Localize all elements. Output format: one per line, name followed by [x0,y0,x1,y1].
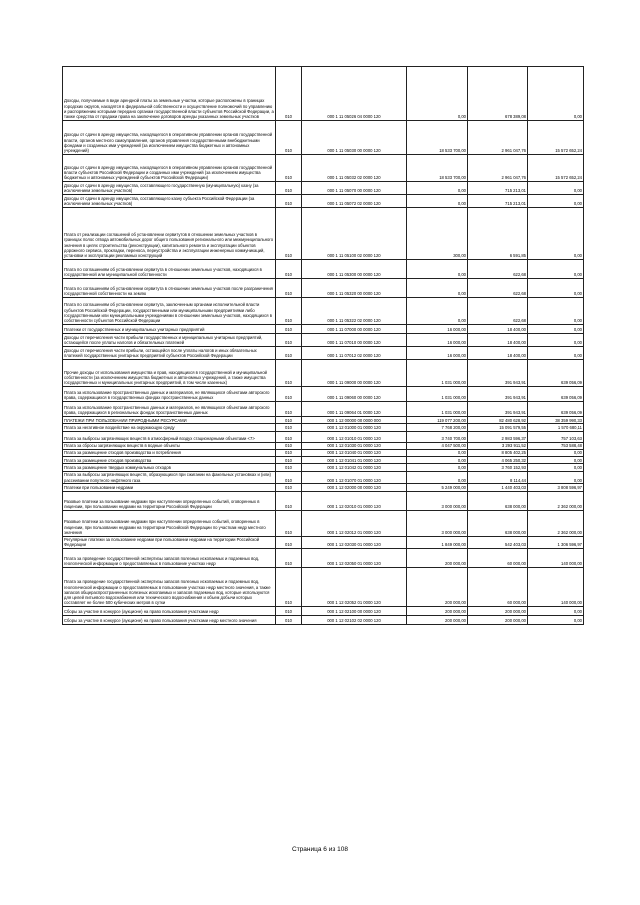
row-code: 010 [276,424,302,431]
row-name: Плата по соглашениям об установлении сервитута в отношении земельных участков, находящихся в государственной или муниципальной собственности [63,260,276,279]
row-code: 010 [276,298,302,325]
row-name: Доходы от перечисления части прибыли, остающейся после уплаты налогов и иных обязательных платежей государственных унитарных предприятий субъектов Российской Федерации [63,347,276,360]
row-exec: 2 983 596,37 [468,431,528,442]
row-code: 010 [276,568,302,607]
row-plan: 16 000,00 [407,325,468,334]
row-rest: 0,00 [528,449,584,456]
table-row [63,431,584,442]
row-rest: 0,00 [528,616,584,625]
row-exec: 391 943,91 [468,402,528,417]
row-name: Платежи при пользовании недрами [63,484,276,491]
row-kbk: 000 1 11 05072 02 0000 120 [302,195,407,208]
row-code: 010 [276,387,302,402]
row-plan: 5 249 000,00 [407,484,468,491]
row-plan: 7 768 200,00 [407,424,468,431]
row-exec: 4 065 250,32 [468,457,528,464]
row-exec: 391 943,91 [468,387,528,402]
row-name: Сборы за участие в конкурсе (аукционе) на право пользования участками недр [63,607,276,616]
row-name: Доходы от перечисления части прибыли государственных и муниципальных унитарных предприятий, остающейся после уплаты налогов и обязательных платежей [63,334,276,347]
row-plan: 18 533 700,00 [407,155,468,182]
row-kbk: 000 1 12 00000 00 0000 000 [302,417,407,424]
row-plan: 0,00 [407,449,468,456]
table-row [63,182,584,195]
table-row [63,208,584,260]
table-row [63,334,584,347]
row-rest: 0,00 [528,279,584,298]
row-plan: 3 000 000,00 [407,510,468,536]
table-row [63,360,584,387]
row-rest: 1 570 680,11 [528,424,584,431]
row-code: 010 [276,491,302,510]
row-name: Разовые платежи за пользование недрами при наступлении определенных событий, оговоренных в лицензии, при пользовании недрами на территории Российской Федерации [63,491,276,510]
row-rest: 1 306 596,97 [528,536,584,549]
table-row [63,457,584,464]
row-rest: 0,00 [528,325,584,334]
row-code: 010 [276,616,302,625]
row-name: Сборы за участие в конкурсе (аукционе) на право пользования участками недр местного значения [63,616,276,625]
row-name: Доходы от сдачи в аренду имущества, находящегося в оперативном управлении органов государственной власти субъектов Российской Федерации и созданных ими учреждений (за исключением имущества бюджетных и автономных учреждений субъектов Российской Федерации) [63,155,276,182]
row-kbk: 000 1 11 07010 00 0000 120 [302,334,407,347]
row-rest: 0,00 [528,471,584,484]
table-row [63,260,584,279]
row-exec: 200 000,00 [468,607,528,616]
row-plan: 200 000,00 [407,607,468,616]
row-rest: 2 362 000,00 [528,491,584,510]
table-row [63,121,584,155]
table-row [63,568,584,607]
row-exec: 1 440 403,03 [468,484,528,491]
table-row [63,67,584,121]
row-kbk: 000 1 12 02012 01 0000 120 [302,510,407,536]
row-plan: 4 047 500,00 [407,442,468,449]
row-rest: 2 362 000,00 [528,510,584,536]
row-rest: 0,00 [528,457,584,464]
row-rest: 757 103,63 [528,431,584,442]
row-code: 010 [276,260,302,279]
row-exec: 2 961 047,76 [468,155,528,182]
row-kbk: 000 1 12 01040 01 0000 120 [302,449,407,456]
row-exec: 82 480 628,92 [468,417,528,424]
row-kbk: 000 1 12 01030 01 0000 120 [302,442,407,449]
table-row [63,491,584,510]
row-name: Плата за сбросы загрязняющих веществ в водные объекты [63,442,276,449]
row-exec: 2 961 047,76 [468,121,528,155]
revenue-table-body [63,67,584,625]
row-plan: 200 000,00 [407,616,468,625]
row-kbk: 000 1 12 02052 01 0000 120 [302,568,407,607]
table-row [63,195,584,208]
row-name: Плата за использование пространственных данных и материалов, не являющихся объектами авторского права, содержащихся в региональных фондах пространственных данных [63,402,276,417]
row-kbk: 000 1 12 01042 01 0000 120 [302,464,407,471]
row-code: 010 [276,208,302,260]
row-name: Регулярные платежи за пользование недрами при пользовании недрами на территории Российской Федерации [63,536,276,549]
row-rest: 0,00 [528,607,584,616]
row-rest: 0,00 [528,260,584,279]
row-plan: 300,00 [407,208,468,260]
row-name: Плата за размещение твердых коммунальных отходов [63,464,276,471]
row-rest: 0,00 [528,182,584,195]
row-code: 010 [276,155,302,182]
table-row [63,607,584,616]
row-exec: 542 403,03 [468,536,528,549]
row-exec: 638 000,00 [468,510,528,536]
row-name: Прочие доходы от использования имущества и прав, находящихся в государственной и муниципальной собственности (за исключением имущества бюджетных и автономных учреждений, а также имущества государственных и муниципальных унитарных предприятий, в том числе казенных) [63,360,276,387]
table-row [63,510,584,536]
row-name: Платежи от государственных и муниципальных унитарных предприятий [63,325,276,334]
table-row [63,325,584,334]
row-name: Плата за выбросы загрязняющих веществ в атмосферный воздух стационарными объектами <7> [63,431,276,442]
row-plan: 3 000 000,00 [407,491,468,510]
table-row [63,387,584,402]
table-row [63,616,584,625]
row-rest: 0,00 [528,464,584,471]
row-rest: 140 000,00 [528,549,584,568]
row-name: Плата за проведение государственной экспертизы запасов полезных ископаемых и подземных вод, геологической информации о предоставляемых в пользование участках недр [63,549,276,568]
row-kbk: 000 1 12 02000 00 0000 120 [302,484,407,491]
row-plan: 0,00 [407,195,468,208]
row-kbk: 000 1 12 02050 01 0000 120 [302,549,407,568]
row-name: Плата за размещение отходов производства и потребления [63,449,276,456]
row-exec: 8 114,44 [468,471,528,484]
row-name: Доходы от сдачи в аренду имущества, составляющего казну субъекта Российской Федерации (за исключением земельных участков) [63,195,276,208]
row-rest: 0,00 [528,195,584,208]
row-code: 010 [276,431,302,442]
row-exec: 200 000,00 [468,616,528,625]
row-code: 010 [276,279,302,298]
row-plan: 1 031 000,00 [407,402,468,417]
row-name: Плата за размещение отходов производства [63,457,276,464]
row-plan: 200 000,00 [407,568,468,607]
row-kbk: 000 1 11 07012 02 0000 120 [302,347,407,360]
row-kbk: 000 1 11 05100 02 0000 120 [302,208,407,260]
row-plan: 1 031 000,00 [407,360,468,387]
row-plan: 0,00 [407,260,468,279]
row-code: 010 [276,325,302,334]
row-code: 010 [276,449,302,456]
row-name: Доходы от сдачи в аренду имущества, находящегося в оперативном управлении органов государственной власти, органов местного самоуправления, органов управления государственными внебюджетными фондами и созданных ими учреждений (за исключением имущества бюджетных и автономных учреждений) [63,121,276,155]
row-rest: 639 056,09 [528,360,584,387]
row-exec: 622,68 [468,279,528,298]
row-name: Плата за выбросы загрязняющих веществ, образующихся при сжигании на факельных установках и (или) рассеивании попутного нефтяного газа [63,471,276,484]
row-name: Плата по соглашениям об установлении сервитута в отношении земельных участков после разграничения государственной собственности на землю [63,279,276,298]
row-kbk: 000 1 11 09060 00 0000 120 [302,387,407,402]
row-code: 010 [276,607,302,616]
row-exec: 6 591,85 [468,208,528,260]
row-rest: 753 588,48 [528,442,584,449]
table-row [63,449,584,456]
row-kbk: 000 1 11 05070 00 0000 120 [302,182,407,195]
table-row [63,347,584,360]
row-name: Плата за негативное воздействие на окружающую среду [63,424,276,431]
row-rest: 0,00 [528,334,584,347]
row-name: ПЛАТЕЖИ ПРИ ПОЛЬЗОВАНИИ ПРИРОДНЫМИ РЕСУРСАМИ [63,417,276,424]
row-kbk: 000 1 11 09064 01 0000 120 [302,402,407,417]
row-rest: 0,00 [528,67,584,121]
row-code: 010 [276,510,302,536]
row-plan: 1 031 000,00 [407,387,468,402]
row-rest: 15 572 652,24 [528,155,584,182]
row-code: 010 [276,334,302,347]
row-kbk: 000 1 12 01070 01 0000 120 [302,471,407,484]
page-footer: Страница 6 из 108 [292,846,348,853]
table-row [63,471,584,484]
table-row [63,155,584,182]
table-row [63,298,584,325]
row-kbk: 000 1 11 05030 00 0000 120 [302,121,407,155]
row-kbk: 000 1 11 09000 00 0000 120 [302,360,407,387]
row-kbk: 000 1 12 02030 01 0000 120 [302,536,407,549]
row-plan: 0,00 [407,182,468,195]
table-row [63,417,584,424]
row-code: 010 [276,471,302,484]
row-name: Разовые платежи за пользование недрами при наступлении определенных событий, оговоренных в лицензии, при пользовании недрами на территории Российской Федерации по участкам недр местного значения [63,510,276,536]
row-exec: 678 389,08 [468,67,528,121]
row-kbk: 000 1 12 02010 01 0000 120 [302,491,407,510]
table-row [63,424,584,431]
row-plan: 16 000,00 [407,347,468,360]
table-row [63,442,584,449]
row-kbk: 000 1 11 05026 04 0000 120 [302,67,407,121]
row-rest: 0,00 [528,298,584,325]
row-rest: 0,00 [528,208,584,260]
row-plan: 200 000,00 [407,549,468,568]
row-rest: 639 056,09 [528,387,584,402]
row-name: Плата по соглашениям об установлении сервитута, заключенным органами исполнительной власти субъектов Российской Федерации, государственными или муниципальными предприятиями либо государственными или муниципальными учреждениями в отношении земельных участков, находящихся в собственности субъектов Российской Федерации [63,298,276,325]
row-code: 010 [276,442,302,449]
table-row [63,464,584,471]
row-code: 010 [276,464,302,471]
row-exec: 18 400,00 [468,325,528,334]
row-exec: 638 000,00 [468,491,528,510]
row-code: 010 [276,549,302,568]
row-plan: 0,00 [407,457,468,464]
row-rest: 0,00 [528,347,584,360]
row-kbk: 000 1 12 02100 00 0000 120 [302,607,407,616]
row-code: 010 [276,347,302,360]
row-kbk: 000 1 12 02102 02 0000 120 [302,616,407,625]
row-exec: 15 091 579,55 [468,424,528,431]
row-exec: 715 213,01 [468,182,528,195]
row-kbk: 000 1 11 05032 02 0000 120 [302,155,407,182]
row-code: 010 [276,121,302,155]
row-plan: 0,00 [407,471,468,484]
row-exec: 8 805 402,25 [468,449,528,456]
row-exec: 3 293 911,52 [468,442,528,449]
row-exec: 60 000,00 [468,549,528,568]
row-code: 010 [276,67,302,121]
row-exec: 60 000,00 [468,568,528,607]
table-row [63,484,584,491]
row-exec: 18 400,00 [468,347,528,360]
row-plan: 119 077 200,00 [407,417,468,424]
row-code: 010 [276,417,302,424]
row-plan: 0,00 [407,67,468,121]
row-plan: 0,00 [407,298,468,325]
row-exec: 715 213,01 [468,195,528,208]
row-plan: 18 533 700,00 [407,121,468,155]
row-kbk: 000 1 11 05300 00 0000 120 [302,260,407,279]
row-plan: 0,00 [407,464,468,471]
row-rest: 3 808 596,97 [528,484,584,491]
row-name: Плата за проведение государственной экспертизы запасов полезных ископаемых и подземных вод, геологической информации о предоставляемых в пользование участках недр местного значения, а также запасов общераспространенных полезных ископаемых и запасов подземных вод, которые используются для целей питьевого водоснабжения или технического водоснабжения и объем добычи которых составляет не более 500 кубических метров в сутки [63,568,276,607]
table-row [63,279,584,298]
row-kbk: 000 1 11 05322 02 0000 120 [302,298,407,325]
row-name: Плата от реализации соглашений об установлении сервитутов в отношении земельных участков в границах полос отвода автомобильных дорог общего пользования регионального или межмуниципального значения в целях строительства (реконструкции), капитального ремонта и эксплуатации объектов дорожного сервиса, прокладки, переноса, переустройства и эксплуатации инженерных коммуникаций, установки и эксплуатации рекламных конструкций [63,208,276,260]
row-name: Плата за использование пространственных данных и материалов, не являющихся объектами авторского права, содержащихся в государственных фондах пространственных данных [63,387,276,402]
row-name: Доходы от сдачи в аренду имущества, составляющего государственную (муниципальную) казну (за исключением земельных участков) [63,182,276,195]
row-plan: 3 740 700,00 [407,431,468,442]
row-exec: 622,68 [468,260,528,279]
row-rest: 639 056,09 [528,402,584,417]
row-code: 010 [276,402,302,417]
table-row [63,549,584,568]
row-plan: 1 849 000,00 [407,536,468,549]
row-code: 010 [276,182,302,195]
row-code: 010 [276,195,302,208]
row-code: 010 [276,457,302,464]
row-plan: 16 000,00 [407,334,468,347]
row-code: 010 [276,484,302,491]
revenue-table [62,66,584,625]
row-exec: 18 400,00 [468,334,528,347]
table-row [63,402,584,417]
table-row [63,536,584,549]
row-code: 010 [276,536,302,549]
row-kbk: 000 1 11 05320 00 0000 120 [302,279,407,298]
row-kbk: 000 1 11 07000 00 0000 120 [302,325,407,334]
row-kbk: 000 1 12 01000 01 0000 120 [302,424,407,431]
row-rest: 140 000,00 [528,568,584,607]
row-rest: 38 359 990,33 [528,417,584,424]
row-rest: 15 572 652,24 [528,121,584,155]
row-code: 010 [276,360,302,387]
row-plan: 0,00 [407,279,468,298]
row-exec: 3 760 152,93 [468,464,528,471]
row-exec: 391 943,91 [468,360,528,387]
row-name: Доходы, получаемые в виде арендной платы за земельные участки, которые расположены в границах городских округов, находятся в федеральной собственности и осуществление полномочий по управлению и распоряжению которыми передано органам государственной власти субъектов Российской Федерации, а также средства от продажи права на заключение договоров аренды указанных земельных участков [63,67,276,121]
row-exec: 622,68 [468,298,528,325]
row-kbk: 000 1 12 01010 01 0000 120 [302,431,407,442]
row-kbk: 000 1 12 01041 01 0000 120 [302,457,407,464]
